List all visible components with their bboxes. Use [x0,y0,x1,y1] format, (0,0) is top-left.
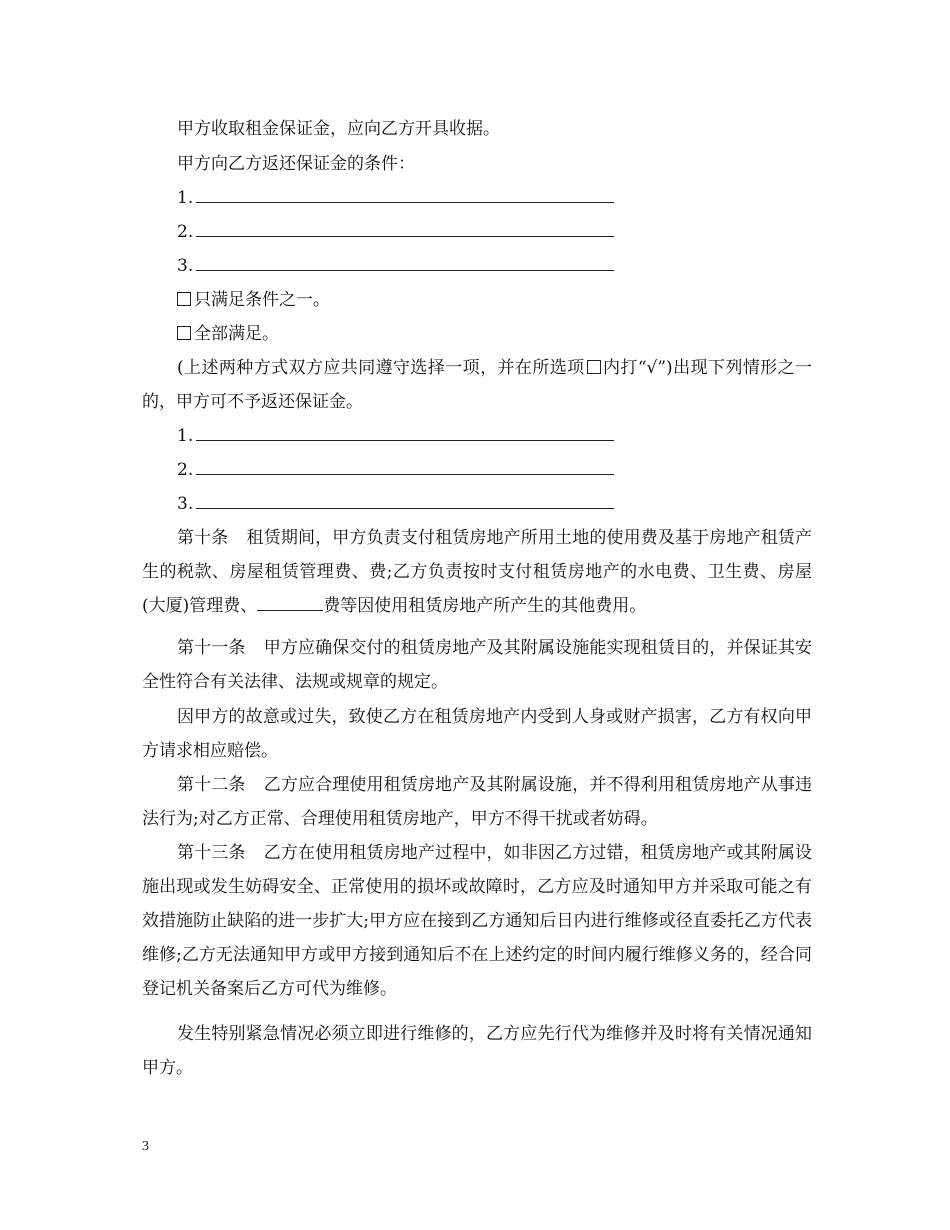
option-label: 只满足条件之一。 [194,290,330,310]
paragraph-deposit-receipt: 甲方收取租金保证金，应向乙方开具收据。 [177,119,500,139]
list-number: 3. [177,494,194,514]
paragraph-fault-compensation: 因甲方的故意或过失，致使乙方在租赁房地产内受到人身或财产损害，乙方有权向甲方请求相应赔偿。 [142,707,812,761]
paragraph-urgent-repair: 发生特别紧急情况必须立即进行维修的，乙方应先行代为维修并及时将有关情况通知甲方。 [142,1024,812,1078]
option-one-condition [142,283,812,317]
article-text: 乙方应合理使用租赁房地产及其附属设施，并不得利用租赁房地产从事违法行为;对乙方正常、合理使用租赁房地产，甲方不得干扰或者妨碍。 [142,775,813,829]
fill-blank[interactable] [196,186,614,203]
article-13 [142,836,812,1006]
article-11 [142,631,812,699]
option-label: 全部满足。 [194,324,279,344]
fill-blank[interactable] [196,424,614,441]
article-12 [142,768,812,836]
nonreturn-item-2 [142,453,812,487]
fill-blank[interactable] [196,220,614,237]
checkbox[interactable] [177,326,191,340]
nonreturn-item-1 [142,419,812,453]
note-text-a: (上述两种方式双方应共同遵守选择一项，并在所选项 [177,358,585,378]
page-number: 3 [142,1139,149,1154]
list-number: 2. [177,460,194,480]
list-number: 1. [177,188,194,208]
article-text-tail: 费等因使用租赁房地产所产生的其他费用。 [323,596,647,616]
article-10 [142,521,812,623]
article-title: 第十一条 [177,638,246,658]
article-title: 第十三条 [177,843,246,863]
paragraph-selection-note [142,351,812,419]
checkbox[interactable] [177,292,191,306]
nonreturn-item-3 [142,487,812,521]
condition-item-2 [142,215,812,249]
article-title: 第十条 [177,528,229,548]
list-number: 3. [177,256,194,276]
option-all-conditions [142,317,812,351]
note-text-b: 内打“√”)出现下列情形之一的，甲方可不予返还保证金。 [142,358,812,412]
list-number: 1. [177,426,194,446]
fill-blank[interactable] [196,254,614,271]
condition-item-1 [142,181,812,215]
checkbox-symbol [587,360,601,374]
fill-blank[interactable] [196,492,614,509]
article-text: 乙方在使用租赁房地产过程中，如非因乙方过错，租赁房地产或其附属设施出现或发生妨碍安全、正常使用的损坏或故障时，乙方应及时通知甲方并采取可能之有效措施防止缺陷的进一步扩大;甲方应在接到乙方通知后日内进行维修或径直委托乙方代表维修;乙方无法通知甲方或甲方接到通知后不在上述约定的时间内履行维修义务的，经合同登记机关备案后乙方可代为维修。 [142,843,813,999]
fill-blank[interactable] [196,458,614,475]
condition-item-3 [142,249,812,283]
article-text: 租赁期间，甲方负责支付租赁房地产所用土地的使用费及基于房地产租赁产生的税款、房屋租赁管理费、费;乙方负责按时支付租赁房地产的水电费、卫生费、房屋(大厦)管理费、 [142,528,813,616]
article-title: 第十二条 [177,775,246,795]
article-text: 甲方应确保交付的租赁房地产及其附属设施能实现租赁目的，并保证其安全性符合有关法律、法规或规章的规定。 [142,638,813,692]
paragraph-return-conditions: 甲方向乙方返还保证金的条件： [177,154,415,174]
fill-blank[interactable] [257,594,323,611]
list-number: 2. [177,222,194,242]
